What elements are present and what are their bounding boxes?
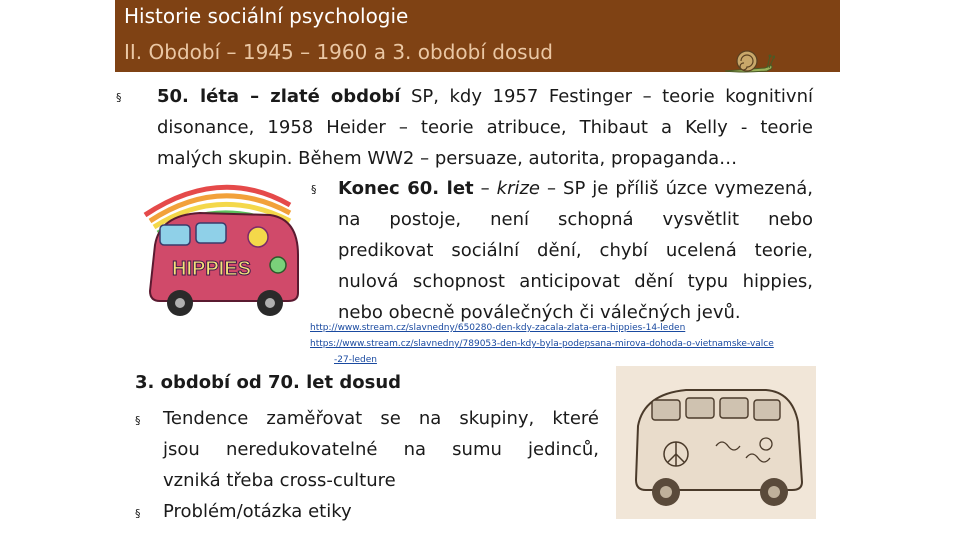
slide-subtitle: II. Období – 1945 – 1960 a 3. období dosud — [124, 40, 553, 64]
reference-links — [310, 320, 774, 368]
peace-van-sketch-icon — [616, 366, 816, 519]
bullet-marker: § — [311, 183, 317, 196]
s3-b2: Problém/otázka etiky — [163, 501, 352, 522]
para1-line1-rest: SP, kdy 1957 Festinger – teorie kognitivní — [400, 86, 813, 107]
para2-krize: krize — [496, 178, 541, 199]
slide-title: Historie sociální psychologie — [124, 4, 409, 28]
section-heading: 3. období od 70. let dosud — [135, 372, 402, 393]
para2-dash: – — [473, 178, 497, 199]
bullet-marker: § — [135, 507, 141, 520]
link-vietnam-cont[interactable]: -27-leden — [334, 355, 377, 365]
link-hippies[interactable]: http://www.stream.cz/slavnedny/650280-den-kdy-zacala-zlata-era-hippies-14-leden — [310, 323, 686, 333]
title-banner — [115, 0, 840, 72]
paragraph-50s — [157, 81, 813, 174]
para1-line1 — [157, 81, 813, 112]
paragraph-70s — [163, 403, 599, 496]
bullet-marker: § — [135, 414, 141, 427]
s3-b1-line1: Tendence zaměřovat se na skupiny, které — [163, 408, 599, 429]
para2-line1 — [338, 173, 813, 204]
para2-line4: nulová schopnost anticipovat dění typu hippies, — [338, 271, 813, 292]
paragraph-ethics — [163, 496, 599, 527]
para2-line5: nebo obecně poválečných či válečných jevů. — [338, 302, 741, 323]
para1-line3: malých skupin. Během WW2 – persuaze, autorita, propaganda… — [157, 148, 738, 169]
svg-text:HIPPIES: HIPPIES — [172, 258, 251, 280]
hippie-van-illustration-icon — [140, 175, 302, 325]
para2-line1-rest: – SP je příliš úzce vymezená, — [540, 178, 813, 199]
link-vietnam[interactable]: https://www.stream.cz/slavnedny/789053-den-kdy-byla-podepsana-mirova-dohoda-o-vietnamske-valce — [310, 339, 774, 349]
para1-line2: disonance, 1958 Heider – teorie atribuce, Thibaut a Kelly - teorie — [157, 117, 813, 138]
para2-line2: na postoje, není schopná vysvětlit nebo — [338, 209, 813, 230]
para2-line3: predikovat sociální dění, chybí ucelená teorie, — [338, 240, 813, 261]
paragraph-60s — [338, 173, 813, 328]
para2-lead: Konec 60. let — [338, 178, 474, 199]
snail-icon — [723, 48, 775, 74]
bullet-marker: § — [116, 91, 122, 104]
para1-lead: 50. léta – zlaté období — [157, 86, 401, 107]
s3-b1-line2: jsou neredukovatelné na sumu jedinců, — [163, 439, 599, 460]
s3-b1-line3: vzniká třeba cross-culture — [163, 470, 396, 491]
